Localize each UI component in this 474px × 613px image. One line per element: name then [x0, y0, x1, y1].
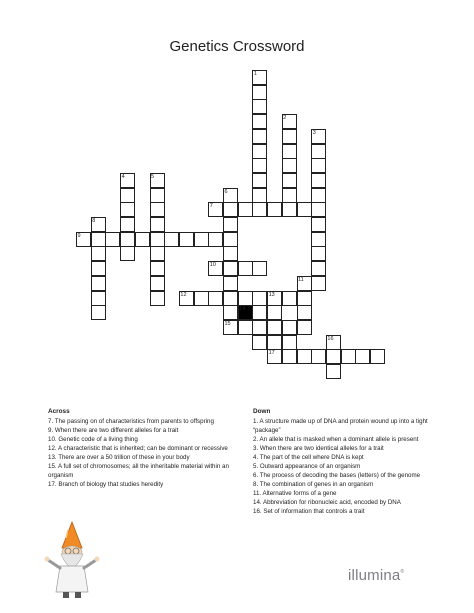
- grid-cell[interactable]: [252, 70, 267, 85]
- grid-cell[interactable]: [208, 291, 223, 306]
- grid-cell[interactable]: [238, 202, 253, 217]
- down-clue: 6. The process of decoding the bases (letters) of the genome: [253, 472, 421, 479]
- grid-cell[interactable]: [311, 158, 326, 173]
- grid-cell[interactable]: [252, 335, 267, 350]
- down-clue: 14. Abbreviation for ribonucleic acid, encoded by DNA: [253, 499, 401, 506]
- grid-cell[interactable]: [297, 276, 312, 291]
- grid-cell[interactable]: [252, 158, 267, 173]
- grid-cell[interactable]: [282, 173, 297, 188]
- grid-cell[interactable]: [91, 291, 106, 306]
- across-clues: [48, 407, 238, 489]
- down-clue: 11. Alternative forms of a gene: [253, 490, 337, 497]
- grid-cell[interactable]: [238, 291, 253, 306]
- grid-cell[interactable]: [223, 320, 238, 335]
- grid-cell[interactable]: [91, 305, 106, 320]
- grid-cell[interactable]: [120, 246, 135, 261]
- grid-cell[interactable]: [311, 188, 326, 203]
- clue-number: 1: [253, 71, 257, 77]
- down-clue: 5. Outward appearance of an organism: [253, 463, 361, 470]
- clue-number: 15: [224, 320, 231, 327]
- grid-cell[interactable]: [150, 188, 165, 203]
- clue-number: 12: [180, 291, 187, 298]
- grid-cell[interactable]: [223, 232, 238, 247]
- grid-cell[interactable]: [267, 320, 282, 335]
- grid-cell[interactable]: [164, 232, 179, 247]
- grid-cell[interactable]: [91, 246, 106, 261]
- clue-number: 8: [92, 218, 96, 224]
- grid-cell[interactable]: [267, 202, 282, 217]
- grid-cell[interactable]: [311, 261, 326, 276]
- across-heading: Across: [48, 408, 70, 415]
- grid-cell[interactable]: [311, 276, 326, 291]
- grid-cell[interactable]: [179, 291, 194, 306]
- grid-cell[interactable]: [120, 188, 135, 203]
- grid-cell[interactable]: [282, 188, 297, 203]
- grid-cell[interactable]: [91, 232, 106, 247]
- page-title: Genetics Crossword: [169, 38, 305, 55]
- grid-cell[interactable]: [223, 291, 238, 306]
- grid-cell[interactable]: [91, 276, 106, 291]
- grid-cell[interactable]: [150, 246, 165, 261]
- grid-cell[interactable]: [297, 320, 312, 335]
- grid-cell[interactable]: [341, 349, 356, 364]
- grid-cell[interactable]: [252, 144, 267, 159]
- grid-cell[interactable]: [282, 335, 297, 350]
- down-clues: [253, 407, 443, 516]
- across-clue: 17. Branch of biology that studies heredity: [48, 481, 164, 488]
- clue-number: 7: [209, 203, 213, 210]
- grid-cell[interactable]: [150, 173, 165, 188]
- grid-cell[interactable]: [252, 291, 267, 306]
- grid-cell[interactable]: [223, 246, 238, 261]
- grid-cell[interactable]: [267, 349, 282, 364]
- grid-cell[interactable]: [311, 202, 326, 217]
- across-clue: 7. The passing on of characteristics from parents to offspring: [48, 418, 214, 425]
- clue-number: 13: [268, 291, 275, 298]
- grid-cell[interactable]: [311, 232, 326, 247]
- grid-cell[interactable]: [76, 232, 91, 247]
- grid-cell[interactable]: [297, 305, 312, 320]
- clue-number: 4: [121, 173, 125, 180]
- grid-cell[interactable]: [150, 276, 165, 291]
- down-clue: 16. Set of information that controls a trait: [253, 508, 365, 515]
- grid-cell[interactable]: [282, 349, 297, 364]
- grid-cell[interactable]: [252, 129, 267, 144]
- clue-number: 17: [268, 350, 275, 357]
- gnome-scientist-icon: [42, 520, 102, 600]
- clue-number: 14: [239, 306, 246, 313]
- clue-number: 11: [298, 276, 304, 283]
- grid-cell[interactable]: [252, 114, 267, 129]
- clue-number: 3: [312, 129, 316, 136]
- grid-cell[interactable]: [326, 349, 341, 364]
- grid-cell[interactable]: [194, 232, 209, 247]
- illumina-logo: [348, 567, 404, 584]
- grid-cell[interactable]: [194, 291, 209, 306]
- grid-cell[interactable]: [252, 320, 267, 335]
- grid-cell[interactable]: [282, 291, 297, 306]
- grid-cell[interactable]: [267, 305, 282, 320]
- grid-cell[interactable]: [208, 202, 223, 217]
- clue-number: 6: [224, 188, 228, 195]
- grid-cell[interactable]: [252, 305, 267, 320]
- grid-cell[interactable]: [326, 335, 341, 350]
- grid-cell[interactable]: [238, 261, 253, 276]
- grid-cell[interactable]: [282, 158, 297, 173]
- grid-cell[interactable]: [208, 261, 223, 276]
- clue-number: 16: [327, 335, 334, 342]
- down-clue: 3. When there are two identical alleles for a trait: [253, 445, 384, 452]
- clue-number: 10: [209, 262, 216, 269]
- down-clue: 1. A structure made up of DNA and protein wound up into a tight “package”: [253, 418, 428, 434]
- grid-cell[interactable]: [282, 144, 297, 159]
- grid-cell[interactable]: [311, 246, 326, 261]
- grid-cell[interactable]: [238, 320, 253, 335]
- across-clue: 15. A full set of chromosomes; all the inheritable material within an organism: [48, 463, 229, 479]
- grid-cell[interactable]: [252, 99, 267, 114]
- clue-number: 9: [77, 232, 81, 239]
- clue-number: 2: [283, 115, 287, 122]
- grid-cell[interactable]: [282, 320, 297, 335]
- across-clue: 10. Genetic code of a living thing: [48, 436, 138, 443]
- grid-cell[interactable]: [267, 335, 282, 350]
- grid-cell[interactable]: [311, 217, 326, 232]
- down-clue: 2. An allele that is masked when a dominant allele is present: [253, 436, 419, 443]
- grid-cell[interactable]: [135, 232, 150, 247]
- logo-registered: ®: [400, 569, 405, 575]
- across-clue: 12. A characteristic that is inherited; can be dominant or recessive: [48, 445, 228, 452]
- grid-cell[interactable]: [326, 364, 341, 379]
- grid-cell[interactable]: [252, 261, 267, 276]
- grid-cell[interactable]: [282, 129, 297, 144]
- grid-cell[interactable]: [252, 173, 267, 188]
- grid-cell[interactable]: [120, 217, 135, 232]
- grid-cell[interactable]: [297, 349, 312, 364]
- grid-cell[interactable]: [208, 232, 223, 247]
- grid-cell[interactable]: [223, 276, 238, 291]
- grid-cell[interactable]: [297, 202, 312, 217]
- clue-number: 5: [151, 173, 155, 180]
- grid-cell[interactable]: [311, 129, 326, 144]
- across-clue: 9. When there are two different alleles for a trait: [48, 427, 179, 434]
- grid-cell[interactable]: [120, 232, 135, 247]
- grid-cell[interactable]: [91, 261, 106, 276]
- grid-cell[interactable]: [223, 305, 238, 320]
- grid-cell[interactable]: [311, 144, 326, 159]
- down-clue: 4. The part of the cell where DNA is kept: [253, 454, 364, 461]
- grid-cell[interactable]: [282, 114, 297, 129]
- logo-text: illumina: [348, 567, 401, 584]
- grid-cell[interactable]: [252, 85, 267, 100]
- grid-cell[interactable]: [223, 261, 238, 276]
- grid-cell[interactable]: [311, 173, 326, 188]
- grid-cell[interactable]: [355, 349, 370, 364]
- grid-cell[interactable]: [267, 291, 282, 306]
- grid-cell[interactable]: [252, 202, 267, 217]
- grid-cell[interactable]: [150, 261, 165, 276]
- grid-cell[interactable]: [282, 202, 297, 217]
- grid-cell[interactable]: [120, 173, 135, 188]
- grid-cell[interactable]: [179, 232, 194, 247]
- grid-cell[interactable]: [150, 217, 165, 232]
- grid-cell[interactable]: [150, 291, 165, 306]
- grid-cell[interactable]: [223, 188, 238, 203]
- grid-cell[interactable]: [252, 188, 267, 203]
- grid-cell[interactable]: [150, 232, 165, 247]
- across-clue: 13. There are over a 50 trillion of these in your body: [48, 454, 190, 461]
- down-heading: Down: [253, 408, 271, 415]
- grid-cell[interactable]: [91, 217, 106, 232]
- grid-cell[interactable]: [370, 349, 385, 364]
- grid-cell[interactable]: [223, 217, 238, 232]
- grid-cell[interactable]: [105, 232, 120, 247]
- grid-cell[interactable]: [223, 202, 238, 217]
- grid-cell[interactable]: [311, 349, 326, 364]
- down-clue: 8. The combination of genes in an organism: [253, 481, 374, 488]
- black-cell: [238, 305, 253, 320]
- grid-cell[interactable]: [120, 202, 135, 217]
- grid-cell[interactable]: [297, 291, 312, 306]
- grid-cell[interactable]: [150, 202, 165, 217]
